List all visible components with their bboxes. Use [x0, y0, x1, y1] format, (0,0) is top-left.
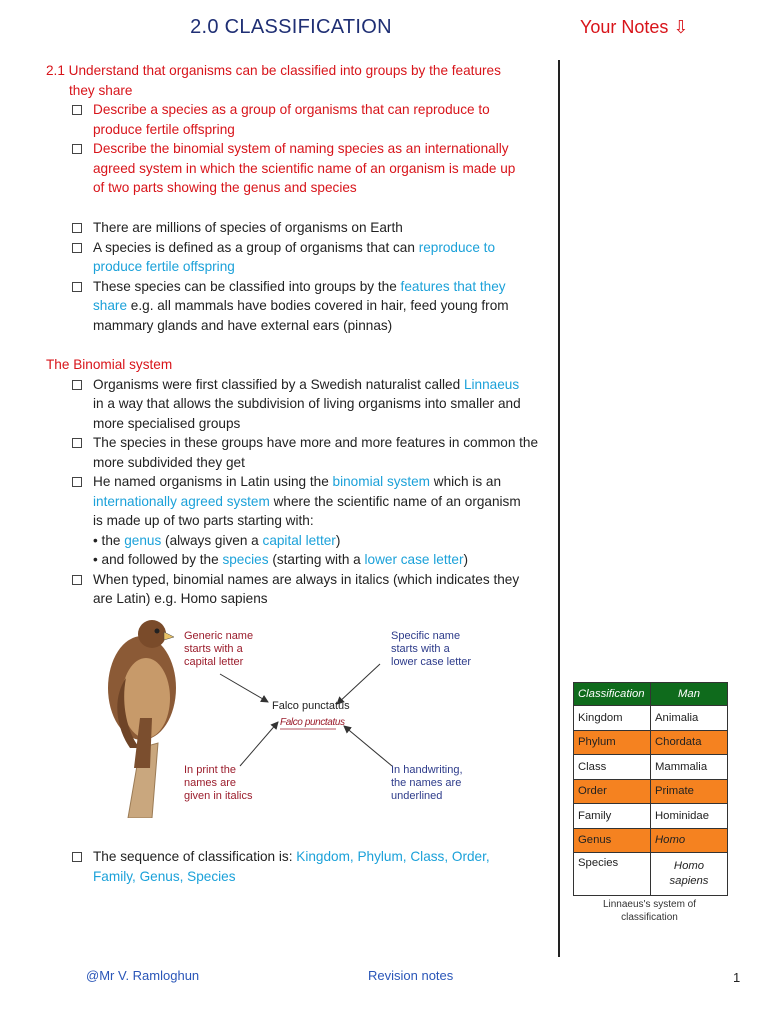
intro-bullet-features [46, 277, 546, 336]
table-cell: Mammalia [651, 755, 728, 780]
table-cell: Homo sapiens [651, 853, 728, 896]
bullet-line: A species is defined as a group of organisms that can reproduce to [93, 239, 496, 255]
checkbox-icon [72, 243, 82, 253]
bullet-line: share e.g. all mammals have bodies covered in hair, feed young from [93, 298, 509, 313]
table-header-cell: Man [651, 683, 728, 706]
objective-intro-line-1: 2.1 Understand that organisms can be classified into groups by the features [46, 63, 501, 78]
binomial-bullet-linnaeus [46, 375, 546, 434]
objective-point-line: of two parts showing the genus and species [93, 180, 357, 195]
genus-line: • the genus (always given a capital letter) [93, 532, 341, 548]
bullet-line: The sequence of classification is: Kingdom, Phylum, Class, Order, [93, 849, 490, 864]
bullet-line: These species can be classified into groups by the features that they [93, 278, 506, 294]
bullet-line: When typed, binomial names are always in italics (which indicates they [93, 571, 520, 587]
checkbox-icon [72, 477, 82, 487]
table-cell: Order [574, 779, 651, 804]
table-caption: Linnaeus's system of classification [602, 899, 697, 923]
specific-name-label: Specific name starts with a lower case letter [391, 630, 472, 668]
table-cell: Primate [651, 779, 728, 804]
notes-divider [558, 60, 560, 957]
binomial-bullet-features [46, 433, 546, 472]
table-cell: Animalia [651, 706, 728, 731]
classification-table [573, 682, 728, 896]
table-cell: Genus [574, 828, 651, 853]
bullet-line: Organisms were first classified by a Swedish naturalist called Linnaeus [93, 376, 520, 392]
checkbox-icon [72, 380, 82, 390]
page-title: 2.0 CLASSIFICATION [190, 16, 392, 38]
checkbox-icon [72, 575, 82, 585]
footer-author: @Mr V. Ramloghun [86, 968, 200, 983]
objective-point-line: Describe a species as a group of organisms that can reproduce to [93, 102, 490, 117]
binomial-bullet-italics [46, 570, 546, 609]
checkbox-icon [72, 282, 82, 292]
table-cell: Species [574, 853, 651, 896]
species-line: • and followed by the species (starting with a lower case letter) [93, 552, 469, 567]
bullet-line: more subdivided they get [93, 454, 245, 470]
table-row [574, 730, 728, 755]
bullet-line: He named organisms in Latin using the binomial system which is an [93, 474, 502, 489]
print-italics-label: In print the names are given in italics [184, 764, 253, 802]
bullet-line: is made up of two parts starting with: [93, 513, 314, 528]
table-header-cell: Classification [574, 683, 651, 706]
handwriting-label: In handwriting, the names are underlined [391, 764, 463, 802]
table-cell: Class [574, 755, 651, 780]
binomial-bullet-latin [46, 472, 546, 570]
table-row [574, 804, 728, 829]
intro-bullet-millions [46, 218, 546, 238]
table-row [574, 828, 728, 853]
footer-revision-notes: Revision notes [368, 968, 454, 983]
objective-point-species [46, 100, 546, 139]
intro-block [46, 218, 546, 335]
sequence-block [46, 847, 546, 886]
table-cell: Hominidae [651, 804, 728, 829]
table-cell: Family [574, 804, 651, 829]
table-cell: Homo [651, 828, 728, 853]
bullet-line: Family, Genus, Species [93, 868, 236, 884]
bullet-line: internationally agreed system where the scientific name of an organism [93, 493, 521, 509]
checkbox-icon [72, 852, 82, 862]
bullet-line: are Latin) e.g. Homo sapiens [93, 591, 268, 606]
intro-bullet-species [46, 238, 546, 277]
checkbox-icon [72, 223, 82, 233]
generic-name-label: Generic name starts with a capital letter [184, 630, 254, 668]
handwritten-name: Falco punctatus [280, 717, 345, 728]
bullet-line: produce fertile offspring [93, 259, 235, 274]
table-cell: Kingdom [574, 706, 651, 731]
objective-point-line: Describe the binomial system of naming species as an internationally [93, 141, 509, 156]
page-number: 1 [733, 970, 741, 985]
table-row [574, 853, 728, 896]
table-row [574, 706, 728, 731]
bullet-line: more specialised groups [93, 415, 241, 431]
bullet-line: in a way that allows the subdivision of living organisms into smaller and [93, 396, 521, 411]
objective-point-line: agreed system in which the scientific name of an organism is made up [93, 160, 516, 176]
sequence-bullet [46, 847, 546, 886]
objective-intro-line-2: they share [69, 82, 133, 98]
bullet-line: The species in these groups have more and more features in common the [93, 435, 539, 450]
print-name: Falco punctatus [272, 700, 350, 712]
checkbox-icon [72, 105, 82, 115]
bullet-line: There are millions of species of organisms on Earth [93, 220, 403, 235]
falcon-figure [100, 618, 490, 818]
table-cell: Phylum [574, 730, 651, 755]
objective-point-line: produce fertile offspring [93, 121, 235, 137]
checkbox-icon [72, 438, 82, 448]
objective-point-binomial [46, 139, 546, 198]
table-header-row [574, 683, 728, 706]
binomial-block [46, 355, 546, 609]
objective-block [46, 61, 546, 198]
table-cell: Chordata [651, 730, 728, 755]
table-row [574, 779, 728, 804]
binomial-heading: The Binomial system [46, 357, 173, 372]
table-row [574, 755, 728, 780]
your-notes-label: Your Notes ⇩ [580, 17, 689, 37]
bullet-line: mammary glands and have external ears (pinnas) [93, 317, 393, 333]
checkbox-icon [72, 144, 82, 154]
